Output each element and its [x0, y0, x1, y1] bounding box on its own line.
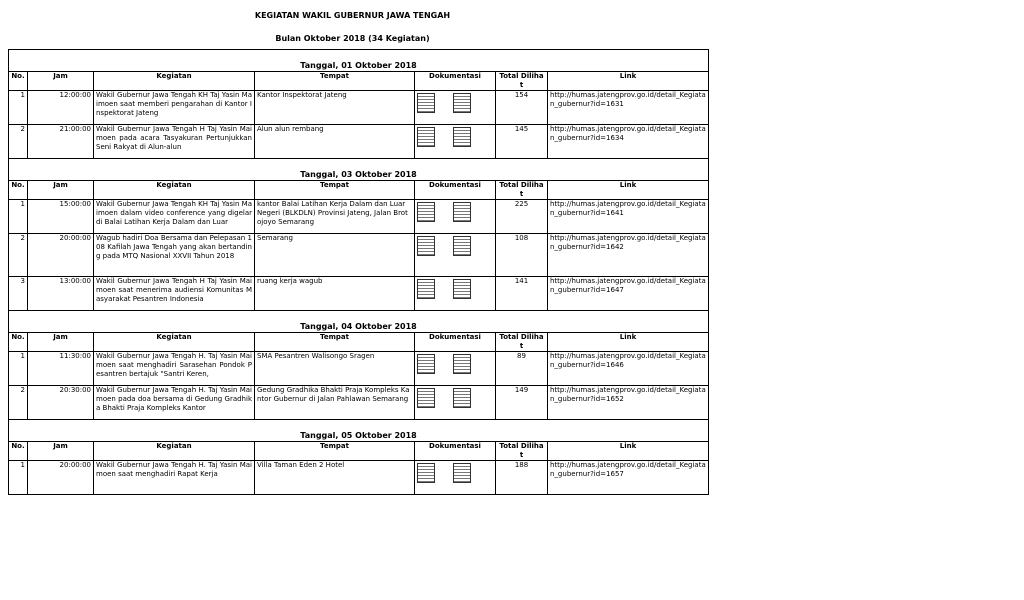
- row-link[interactable]: http://humas.jatengprov.go.id/detail_Kegiatan_gubernur?id=1647: [548, 277, 709, 311]
- column-header-row: [9, 442, 709, 461]
- document-thumbnail-icon[interactable]: [453, 202, 471, 222]
- row-total-views: 154: [496, 91, 548, 125]
- row-activity: Wakil Gubernur Jawa Tengah H Taj Yasin Maimoen saat menerima audiensi Komunitas Masyarakat Pesantren Indonesia: [94, 277, 255, 311]
- table-row: [9, 461, 709, 495]
- document-thumbnail-icon[interactable]: [453, 279, 471, 299]
- row-time: 21:00:00: [28, 125, 94, 159]
- documentation-thumbnails: [415, 388, 495, 408]
- column-header-jam: Jam: [28, 442, 94, 461]
- column-header-tempat: Tempat: [255, 442, 415, 461]
- row-location: Villa Taman Eden 2 Hotel: [255, 461, 415, 495]
- row-time: 20:30:00: [28, 386, 94, 420]
- column-header-kegiatan: Kegiatan: [94, 181, 255, 200]
- column-header-no: No.: [9, 181, 28, 200]
- column-header-dokumentasi: Dokumentasi: [415, 442, 496, 461]
- document-thumbnail-icon[interactable]: [453, 93, 471, 113]
- column-header-tempat: Tempat: [255, 333, 415, 352]
- row-activity: Wakil Gubernur Jawa Tengah H Taj Yasin Maimoen pada acara Tasyakuran Pertunjukkan Seni Rakyat di Alun-alun: [94, 125, 255, 159]
- row-activity: Wakil Gubernur Jawa Tengah H. Taj Yasin Maimoen saat menghadiri Rapat Kerja: [94, 461, 255, 495]
- document-thumbnail-icon[interactable]: [453, 463, 471, 483]
- documentation-thumbnails: [415, 127, 495, 147]
- document-thumbnail-icon[interactable]: [417, 279, 435, 299]
- row-number: 2: [9, 125, 28, 159]
- row-activity: Wakil Gubernur Jawa Tengah H. Taj Yasin Maimoen saat menghadiri Sarasehan Pondok Pesantren bertajuk "Santri Keren,: [94, 352, 255, 386]
- row-documentation: [415, 386, 496, 420]
- date-group-row: [9, 50, 709, 72]
- table-row: [9, 91, 709, 125]
- row-time: 11:30:00: [28, 352, 94, 386]
- column-header-link: Link: [548, 442, 709, 461]
- row-total-views: 89: [496, 352, 548, 386]
- date-group-label: Tanggal, 01 Oktober 2018: [9, 50, 709, 72]
- activity-table-body: [9, 50, 709, 495]
- row-documentation: [415, 91, 496, 125]
- documentation-thumbnails: [415, 236, 495, 256]
- row-activity: Wakil Gubernur Jawa Tengah H. Taj Yasin Maimoen pada doa bersama di Gedung Gradhika Bhakti Praja Kompleks Kantor: [94, 386, 255, 420]
- column-header-tempat: Tempat: [255, 72, 415, 91]
- date-group-label: Tanggal, 05 Oktober 2018: [9, 420, 709, 442]
- row-location: Kantor Inspektorat Jateng: [255, 91, 415, 125]
- row-link[interactable]: http://humas.jatengprov.go.id/detail_Kegiatan_gubernur?id=1634: [548, 125, 709, 159]
- document-thumbnail-icon[interactable]: [417, 202, 435, 222]
- document-title: KEGIATAN WAKIL GUBERNUR JAWA TENGAH: [254, 11, 451, 20]
- row-location: Gedung Gradhika Bhakti Praja Kompleks Kantor Gubernur di Jalan Pahlawan Semarang: [255, 386, 415, 420]
- row-location: ruang kerja wagub: [255, 277, 415, 311]
- column-header-dokumentasi: Dokumentasi: [415, 333, 496, 352]
- row-link[interactable]: http://humas.jatengprov.go.id/detail_Kegiatan_gubernur?id=1631: [548, 91, 709, 125]
- column-header-dokumentasi: Dokumentasi: [415, 181, 496, 200]
- documentation-thumbnails: [415, 463, 495, 483]
- date-group-label: Tanggal, 04 Oktober 2018: [9, 311, 709, 333]
- column-header-row: [9, 72, 709, 91]
- row-time: 20:00:00: [28, 461, 94, 495]
- row-time: 12:00:00: [28, 91, 94, 125]
- documentation-thumbnails: [415, 354, 495, 374]
- row-total-views: 188: [496, 461, 548, 495]
- column-header-jam: Jam: [28, 72, 94, 91]
- row-number: 2: [9, 234, 28, 277]
- row-link[interactable]: http://humas.jatengprov.go.id/detail_Kegiatan_gubernur?id=1652: [548, 386, 709, 420]
- table-row: [9, 200, 709, 234]
- document-thumbnail-icon[interactable]: [417, 354, 435, 374]
- table-row: [9, 386, 709, 420]
- row-number: 1: [9, 461, 28, 495]
- row-time: 15:00:00: [28, 200, 94, 234]
- column-header-total: Total Dilihat: [496, 181, 548, 200]
- document-thumbnail-icon[interactable]: [417, 463, 435, 483]
- table-row: [9, 125, 709, 159]
- row-number: 1: [9, 200, 28, 234]
- column-header-dokumentasi: Dokumentasi: [415, 72, 496, 91]
- table-row: [9, 234, 709, 277]
- row-link[interactable]: http://humas.jatengprov.go.id/detail_Kegiatan_gubernur?id=1641: [548, 200, 709, 234]
- column-header-link: Link: [548, 333, 709, 352]
- row-link[interactable]: http://humas.jatengprov.go.id/detail_Kegiatan_gubernur?id=1646: [548, 352, 709, 386]
- document-thumbnail-icon[interactable]: [417, 236, 435, 256]
- row-location: kantor Balai Latihan Kerja Dalam dan Luar Negeri (BLKDLN) Provinsi Jateng, Jalan Brotojoyo Semarang: [255, 200, 415, 234]
- row-activity: Wagub hadiri Doa Bersama dan Pelepasan 108 Kafilah Jawa Tengah yang akan bertanding pada MTQ Nasional XXVII Tahun 2018: [94, 234, 255, 277]
- row-documentation: [415, 234, 496, 277]
- document-subtitle: Bulan Oktober 2018 (34 Kegiatan): [275, 34, 430, 43]
- row-documentation: [415, 277, 496, 311]
- row-time: 20:00:00: [28, 234, 94, 277]
- date-group-label: Tanggal, 03 Oktober 2018: [9, 159, 709, 181]
- document-thumbnail-icon[interactable]: [453, 127, 471, 147]
- row-total-views: 145: [496, 125, 548, 159]
- row-documentation: [415, 125, 496, 159]
- column-header-no: No.: [9, 442, 28, 461]
- column-header-row: [9, 181, 709, 200]
- table-row: [9, 352, 709, 386]
- row-number: 3: [9, 277, 28, 311]
- row-activity: Wakil Gubernur Jawa Tengah KH Taj Yasin Maimoen dalam video conference yang digelar di Balai Latihan Kerja Dalam dan Luar: [94, 200, 255, 234]
- column-header-row: [9, 333, 709, 352]
- document-thumbnail-icon[interactable]: [417, 127, 435, 147]
- column-header-total: Total Dilihat: [496, 72, 548, 91]
- activity-table-container: [8, 49, 706, 478]
- row-documentation: [415, 352, 496, 386]
- row-total-views: 225: [496, 200, 548, 234]
- column-header-link: Link: [548, 181, 709, 200]
- date-group-row: [9, 420, 709, 442]
- column-header-jam: Jam: [28, 333, 94, 352]
- document-thumbnail-icon[interactable]: [453, 354, 471, 374]
- column-header-kegiatan: Kegiatan: [94, 72, 255, 91]
- column-header-jam: Jam: [28, 181, 94, 200]
- activity-table: [8, 49, 709, 495]
- column-header-link: Link: [548, 72, 709, 91]
- column-header-total: Total Dilihat: [496, 442, 548, 461]
- row-location: Alun alun rembang: [255, 125, 415, 159]
- table-row: [9, 277, 709, 311]
- row-location: Semarang: [255, 234, 415, 277]
- row-number: 1: [9, 91, 28, 125]
- column-header-kegiatan: Kegiatan: [94, 333, 255, 352]
- column-header-total: Total Dilihat: [496, 333, 548, 352]
- row-link[interactable]: http://humas.jatengprov.go.id/detail_Kegiatan_gubernur?id=1657: [548, 461, 709, 495]
- row-number: 1: [9, 352, 28, 386]
- date-group-row: [9, 311, 709, 333]
- row-time: 13:00:00: [28, 277, 94, 311]
- row-number: 2: [9, 386, 28, 420]
- documentation-thumbnails: [415, 93, 495, 113]
- date-group-row: [9, 159, 709, 181]
- document-thumbnail-icon[interactable]: [453, 236, 471, 256]
- documentation-thumbnails: [415, 202, 495, 222]
- row-documentation: [415, 200, 496, 234]
- document-thumbnail-icon[interactable]: [417, 388, 435, 408]
- row-link[interactable]: http://humas.jatengprov.go.id/detail_Kegiatan_gubernur?id=1642: [548, 234, 709, 277]
- column-header-tempat: Tempat: [255, 181, 415, 200]
- row-documentation: [415, 461, 496, 495]
- documentation-thumbnails: [415, 279, 495, 299]
- document-thumbnail-icon[interactable]: [453, 388, 471, 408]
- column-header-no: No.: [9, 333, 28, 352]
- row-total-views: 141: [496, 277, 548, 311]
- column-header-kegiatan: Kegiatan: [94, 442, 255, 461]
- document-thumbnail-icon[interactable]: [417, 93, 435, 113]
- row-total-views: 149: [496, 386, 548, 420]
- row-activity: Wakil Gubernur Jawa Tengah KH Taj Yasin Maimoen saat memberi pengarahan di Kantor Inspektorat Jateng: [94, 91, 255, 125]
- row-location: SMA Pesantren Walisongo Sragen: [255, 352, 415, 386]
- column-header-no: No.: [9, 72, 28, 91]
- row-total-views: 108: [496, 234, 548, 277]
